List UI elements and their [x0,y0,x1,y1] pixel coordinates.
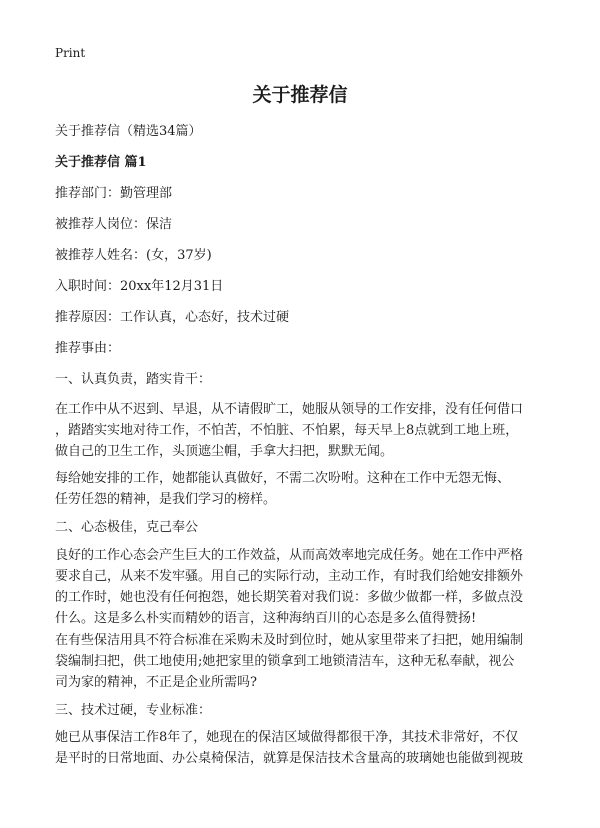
point2-paragraph1 [55,545,547,629]
paragraph-line: 每给她安排的工作，她都能认真做好，不需二次吩咐。这种在工作中无怨无悔、 [55,471,511,486]
document-title: 关于推荐信 [252,84,348,106]
paragraph-line: 要求自己，从来不发牢骚。用自己的实际行动，主动工作，有时我们给她安排额外 [55,569,524,584]
paragraph-line: 在工作中从不迟到、早退，从不请假旷工，她服从领导的工作安排，没有任何借口 [55,402,524,417]
paragraph-line: 任劳任怨的精神，是我们学习的榜样。 [55,492,277,507]
paragraph-line: 什么。这是多么朴实而精妙的语言，这种海纳百川的心态是多么值得赞扬! [55,611,477,626]
paragraph-line: ，踏踏实实地对待工作，不怕苦，不怕脏、不怕累，每天早上8点就到工地上班， [55,423,519,438]
paragraph-line: 是平时的日常地面、办公桌椅保洁，就算是保洁技术含量高的玻璃她也能做到视玻 [55,751,524,766]
field-name: 被推荐人姓名：(女，37岁) [55,248,212,263]
field-position: 被推荐人岗位：保洁 [55,217,173,232]
paragraph-line: 的工作时，她也没有任何抱怨，她长期笑着对我们说：多做少做都一样，多做点没 [55,590,524,605]
point1-paragraph2 [55,468,547,510]
document-subtitle: 关于推荐信（精选34篇） [55,124,202,139]
point3-paragraph1 [55,727,547,769]
field-matter: 推荐事由： [55,341,121,356]
field-hire-date: 入职时间：20xx年12月31日 [55,279,224,294]
point1-paragraph1 [55,399,547,462]
section-heading: 关于推荐信 篇1 [55,155,147,170]
point2-heading: 二、心态极佳，克己奉公 [55,520,199,535]
field-reason: 推荐原因：工作认真，心态好，技术过硬 [55,310,290,325]
field-department: 推荐部门：勤管理部 [55,186,173,201]
paragraph-line: 袋编制扫把，供工地使用;她把家里的锁拿到工地锁清洁车，这种无私奉献，视公 [55,654,515,669]
print-label[interactable]: Print [55,46,86,60]
paragraph-line: 她已从事保洁工作8年了，她现在的保洁区域做得都很干净，其技术非常好，不仅 [55,730,519,745]
paragraph-line: 良好的工作心态会产生巨大的工作效益，从而高效率地完成任务。她在工作中严格 [55,548,524,563]
point3-heading: 三、技术过硬，专业标准： [55,703,212,718]
paragraph-line: 司为家的精神，不正是企业所需吗? [55,675,257,690]
paragraph-line: 做自己的卫生工作，头顶遮尘帽，手拿大扫把，默默无闻。 [55,444,394,459]
point1-heading: 一、认真负责，踏实肯干： [55,372,212,387]
paragraph-line: 在有些保洁用具不符合标准在采购未及时到位时，她从家里带来了扫把，她用编制 [55,633,524,648]
point2-paragraph2 [55,630,547,693]
